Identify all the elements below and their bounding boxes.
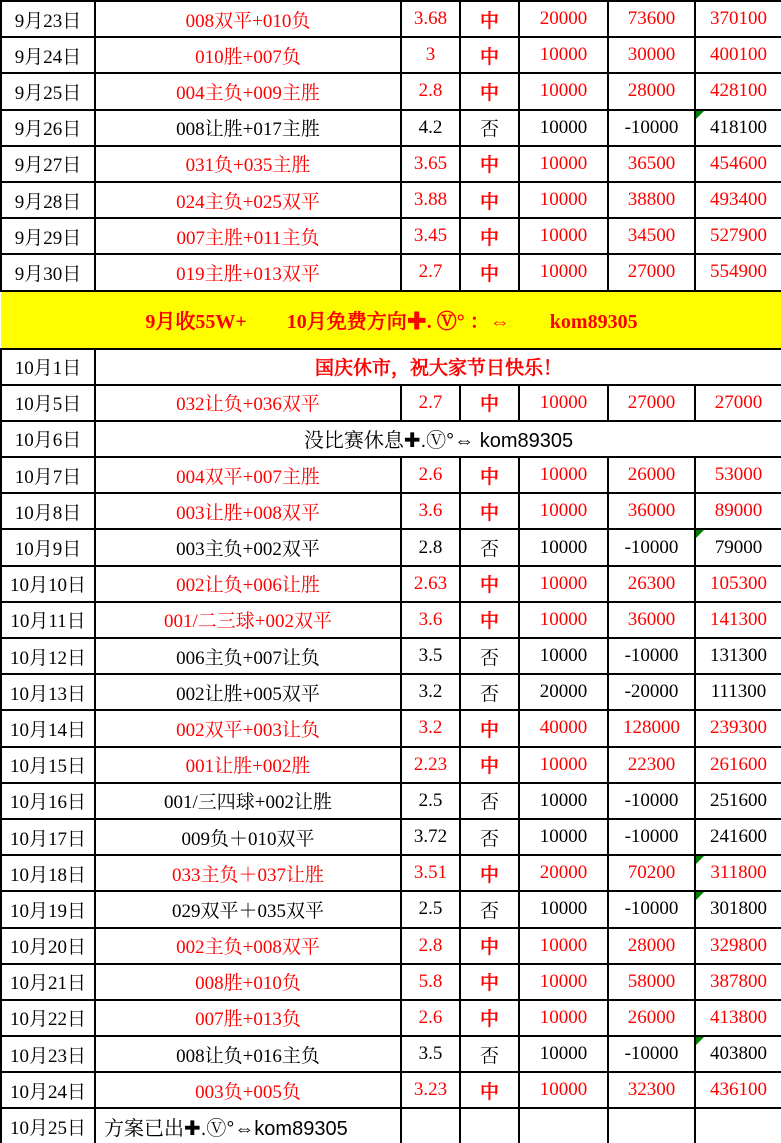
table-row: [1, 529, 781, 565]
profit-cell: 38800: [608, 182, 695, 218]
table-row: [1, 218, 781, 254]
date-cell: 10月19日: [1, 891, 95, 927]
result-cell: 中: [460, 928, 519, 964]
notice-cell: 国庆休市，祝大家节日快乐！: [95, 349, 781, 385]
pick-cell: 032让负+036双平: [95, 385, 401, 421]
odds-cell: 2.23: [401, 747, 460, 783]
result-cell: 中: [460, 457, 519, 493]
date-cell: 10月21日: [1, 964, 95, 1000]
date-cell: 10月23日: [1, 1036, 95, 1072]
result-cell: 否: [460, 529, 519, 565]
notice-cell: 没比赛休息✚.Ⓥ°⇔ kom89305: [95, 421, 781, 457]
stake-cell: 40000: [519, 710, 608, 746]
pick-cell: 004主负+009主胜: [95, 73, 401, 109]
pick-cell: 007主胜+011主负: [95, 218, 401, 254]
result-cell: 中: [460, 254, 519, 290]
date-cell: 9月28日: [1, 182, 95, 218]
stake-cell: 10000: [519, 891, 608, 927]
date-cell: 10月12日: [1, 638, 95, 674]
total-cell: 111300: [695, 674, 781, 710]
total-cell: 251600: [695, 783, 781, 819]
odds-cell: 5.8: [401, 964, 460, 1000]
date-cell: 9月27日: [1, 146, 95, 182]
pick-cell: 033主负＋037让胜: [95, 855, 401, 891]
stake-cell: 10000: [519, 819, 608, 855]
result-cell: 中: [460, 1072, 519, 1108]
stake-cell: 10000: [519, 146, 608, 182]
result-cell: 中: [460, 602, 519, 638]
profit-cell: -10000: [608, 110, 695, 146]
stake-cell: 10000: [519, 1000, 608, 1036]
table-row: [1, 638, 781, 674]
date-cell: 10月22日: [1, 1000, 95, 1036]
stake-cell: 10000: [519, 566, 608, 602]
date-cell: 10月18日: [1, 855, 95, 891]
odds-cell: 3: [401, 37, 460, 73]
odds-cell: 2.7: [401, 385, 460, 421]
odds-cell: 3.6: [401, 602, 460, 638]
odds-cell: 3.5: [401, 1036, 460, 1072]
odds-cell: 2.63: [401, 566, 460, 602]
stake-cell: 10000: [519, 110, 608, 146]
profit-cell: -10000: [608, 529, 695, 565]
odds-cell: 2.6: [401, 1000, 460, 1036]
odds-cell: 3.68: [401, 1, 460, 37]
pick-cell: 008让胜+017主胜: [95, 110, 401, 146]
pick-cell: 006主负+007让负: [95, 638, 401, 674]
stake-cell: 10000: [519, 218, 608, 254]
date-cell: 10月14日: [1, 710, 95, 746]
date-cell: 10月13日: [1, 674, 95, 710]
stake-cell: 10000: [519, 602, 608, 638]
odds-cell: 2.6: [401, 457, 460, 493]
stake-cell: 10000: [519, 182, 608, 218]
result-cell: 中: [460, 218, 519, 254]
result-cell: 否: [460, 110, 519, 146]
result-cell: 中: [460, 385, 519, 421]
pick-cell: 024主负+025双平: [95, 182, 401, 218]
total-cell: 400100: [695, 37, 781, 73]
total-cell: 493400: [695, 182, 781, 218]
profit-cell: 28000: [608, 928, 695, 964]
table-row: [1, 385, 781, 421]
total-cell: 418100: [695, 110, 781, 146]
date-cell: 10月25日: [1, 1108, 95, 1143]
stake-cell: 20000: [519, 1, 608, 37]
odds-cell: 3.72: [401, 819, 460, 855]
result-cell: 否: [460, 638, 519, 674]
table-row: [1, 891, 781, 927]
stake-cell: 10000: [519, 1072, 608, 1108]
empty-cell: [519, 1108, 608, 1143]
total-cell: 454600: [695, 146, 781, 182]
odds-cell: 3.23: [401, 1072, 460, 1108]
pick-cell: 007胜+013负: [95, 1000, 401, 1036]
result-cell: 中: [460, 710, 519, 746]
pick-cell: 003负+005负: [95, 1072, 401, 1108]
total-cell: 436100: [695, 1072, 781, 1108]
notice-cell: 方案已出✚.Ⓥ°⇔kom89305: [95, 1108, 401, 1143]
pick-cell: 009负＋010双平: [95, 819, 401, 855]
pick-cell: 002双平+003让负: [95, 710, 401, 746]
profit-cell: 128000: [608, 710, 695, 746]
date-cell: 9月29日: [1, 218, 95, 254]
result-cell: 否: [460, 1036, 519, 1072]
table-row: [1, 928, 781, 964]
stake-cell: 10000: [519, 928, 608, 964]
result-cell: 中: [460, 493, 519, 529]
result-cell: 中: [460, 964, 519, 1000]
stake-cell: 10000: [519, 964, 608, 1000]
date-cell: 10月20日: [1, 928, 95, 964]
profit-cell: 27000: [608, 385, 695, 421]
odds-cell: 4.2: [401, 110, 460, 146]
total-cell: 554900: [695, 254, 781, 290]
profit-cell: -10000: [608, 819, 695, 855]
pick-cell: 004双平+007主胜: [95, 457, 401, 493]
pick-cell: 031负+035主胜: [95, 146, 401, 182]
result-cell: 否: [460, 783, 519, 819]
green-corner-marker: [696, 111, 704, 119]
date-cell: 10月10日: [1, 566, 95, 602]
odds-cell: 2.5: [401, 783, 460, 819]
profit-cell: 70200: [608, 855, 695, 891]
total-cell: 241600: [695, 819, 781, 855]
stake-cell: 10000: [519, 254, 608, 290]
table-row: [1, 421, 781, 457]
result-cell: 中: [460, 1000, 519, 1036]
date-cell: 9月26日: [1, 110, 95, 146]
profit-cell: 34500: [608, 218, 695, 254]
promo-banner-row: [1, 291, 781, 349]
total-cell: 329800: [695, 928, 781, 964]
pick-cell: 002让胜+005双平: [95, 674, 401, 710]
table-row: [1, 602, 781, 638]
odds-cell: 3.5: [401, 638, 460, 674]
date-cell: 10月8日: [1, 493, 95, 529]
pick-cell: 001/二三球+002双平: [95, 602, 401, 638]
profit-cell: 36000: [608, 493, 695, 529]
table-row: [1, 566, 781, 602]
profit-cell: -10000: [608, 638, 695, 674]
pick-cell: 008双平+010负: [95, 1, 401, 37]
pick-cell: 002让负+006让胜: [95, 566, 401, 602]
odds-cell: 3.88: [401, 182, 460, 218]
total-cell: 370100: [695, 1, 781, 37]
total-cell: 141300: [695, 602, 781, 638]
date-cell: 10月24日: [1, 1072, 95, 1108]
stake-cell: 10000: [519, 1036, 608, 1072]
pick-cell: 029双平＋035双平: [95, 891, 401, 927]
total-cell: 428100: [695, 73, 781, 109]
stake-cell: 10000: [519, 747, 608, 783]
date-cell: 10月17日: [1, 819, 95, 855]
date-cell: 10月6日: [1, 421, 95, 457]
result-cell: 否: [460, 819, 519, 855]
green-corner-marker: [696, 530, 704, 538]
table-row: [1, 855, 781, 891]
empty-cell: [608, 1108, 695, 1143]
stake-cell: 10000: [519, 73, 608, 109]
stake-cell: 10000: [519, 638, 608, 674]
total-cell: 79000: [695, 529, 781, 565]
table-row: [1, 819, 781, 855]
date-cell: 10月1日: [1, 349, 95, 385]
result-cell: 中: [460, 146, 519, 182]
odds-cell: 3.6: [401, 493, 460, 529]
table-row: [1, 493, 781, 529]
stake-cell: 10000: [519, 529, 608, 565]
profit-cell: 26000: [608, 1000, 695, 1036]
total-cell: 311800: [695, 855, 781, 891]
result-cell: 中: [460, 747, 519, 783]
total-cell: 301800: [695, 891, 781, 927]
odds-cell: 3.65: [401, 146, 460, 182]
total-cell: 89000: [695, 493, 781, 529]
profit-cell: -10000: [608, 1036, 695, 1072]
table-row: [1, 747, 781, 783]
profit-cell: 26300: [608, 566, 695, 602]
pick-cell: 001让胜+002胜: [95, 747, 401, 783]
odds-cell: 2.7: [401, 254, 460, 290]
table-row: [1, 710, 781, 746]
profit-cell: -20000: [608, 674, 695, 710]
result-cell: 中: [460, 855, 519, 891]
pick-cell: 003主负+002双平: [95, 529, 401, 565]
pick-cell: 019主胜+013双平: [95, 254, 401, 290]
table-row: [1, 349, 781, 385]
green-corner-marker: [696, 892, 704, 900]
profit-cell: 36000: [608, 602, 695, 638]
promo-banner-text: 9月收55W+ 10月免费方向✚. Ⓥ° ：⇔ kom89305: [1, 291, 781, 349]
result-cell: 中: [460, 1, 519, 37]
stake-cell: 10000: [519, 783, 608, 819]
table-row: [1, 1108, 781, 1143]
date-cell: 9月23日: [1, 1, 95, 37]
table-row: [1, 783, 781, 819]
total-cell: 527900: [695, 218, 781, 254]
table-row: [1, 254, 781, 290]
empty-cell: [695, 1108, 781, 1143]
green-corner-marker: [696, 856, 704, 864]
table-row: [1, 964, 781, 1000]
table-row: [1, 146, 781, 182]
total-cell: 261600: [695, 747, 781, 783]
profit-cell: 22300: [608, 747, 695, 783]
profit-cell: 26000: [608, 457, 695, 493]
table-row: [1, 182, 781, 218]
result-cell: 否: [460, 891, 519, 927]
profit-cell: 28000: [608, 73, 695, 109]
pick-cell: 001/三四球+002让胜: [95, 783, 401, 819]
odds-cell: 3.51: [401, 855, 460, 891]
odds-cell: 3.2: [401, 710, 460, 746]
table-row: [1, 1036, 781, 1072]
stake-cell: 10000: [519, 385, 608, 421]
total-cell: 239300: [695, 710, 781, 746]
result-cell: 否: [460, 674, 519, 710]
date-cell: 10月5日: [1, 385, 95, 421]
stake-cell: 20000: [519, 674, 608, 710]
table-row: [1, 674, 781, 710]
stake-cell: 10000: [519, 37, 608, 73]
table-row: [1, 37, 781, 73]
pick-cell: 010胜+007负: [95, 37, 401, 73]
odds-cell: 2.8: [401, 529, 460, 565]
result-cell: 中: [460, 182, 519, 218]
stake-cell: 20000: [519, 855, 608, 891]
date-cell: 10月15日: [1, 747, 95, 783]
result-cell: 中: [460, 37, 519, 73]
odds-cell: 3.45: [401, 218, 460, 254]
pick-cell: 008胜+010负: [95, 964, 401, 1000]
table-row: [1, 110, 781, 146]
empty-cell: [460, 1108, 519, 1143]
date-cell: 9月25日: [1, 73, 95, 109]
profit-cell: 32300: [608, 1072, 695, 1108]
date-cell: 10月7日: [1, 457, 95, 493]
profit-cell: -10000: [608, 891, 695, 927]
total-cell: 131300: [695, 638, 781, 674]
table-row: [1, 1072, 781, 1108]
profit-cell: 58000: [608, 964, 695, 1000]
odds-cell: 2.8: [401, 73, 460, 109]
profit-cell: -10000: [608, 783, 695, 819]
total-cell: 403800: [695, 1036, 781, 1072]
table-row: [1, 73, 781, 109]
table-row: [1, 457, 781, 493]
date-cell: 9月24日: [1, 37, 95, 73]
total-cell: 53000: [695, 457, 781, 493]
pick-cell: 008让负+016主负: [95, 1036, 401, 1072]
total-cell: 387800: [695, 964, 781, 1000]
profit-cell: 36500: [608, 146, 695, 182]
date-cell: 10月11日: [1, 602, 95, 638]
date-cell: 10月16日: [1, 783, 95, 819]
empty-cell: [401, 1108, 460, 1143]
stake-cell: 10000: [519, 493, 608, 529]
date-cell: 9月30日: [1, 254, 95, 290]
table-body: [1, 1, 781, 1143]
stake-cell: 10000: [519, 457, 608, 493]
pick-cell: 003让胜+008双平: [95, 493, 401, 529]
total-cell: 27000: [695, 385, 781, 421]
total-cell: 413800: [695, 1000, 781, 1036]
green-corner-marker: [696, 1037, 704, 1045]
odds-cell: 3.2: [401, 674, 460, 710]
profit-cell: 30000: [608, 37, 695, 73]
odds-cell: 2.8: [401, 928, 460, 964]
table-row: [1, 1000, 781, 1036]
date-cell: 10月9日: [1, 529, 95, 565]
profit-cell: 73600: [608, 1, 695, 37]
table-row: [1, 1, 781, 37]
pick-cell: 002主负+008双平: [95, 928, 401, 964]
result-cell: 中: [460, 566, 519, 602]
total-cell: 105300: [695, 566, 781, 602]
odds-cell: 2.5: [401, 891, 460, 927]
profit-cell: 27000: [608, 254, 695, 290]
result-cell: 中: [460, 73, 519, 109]
